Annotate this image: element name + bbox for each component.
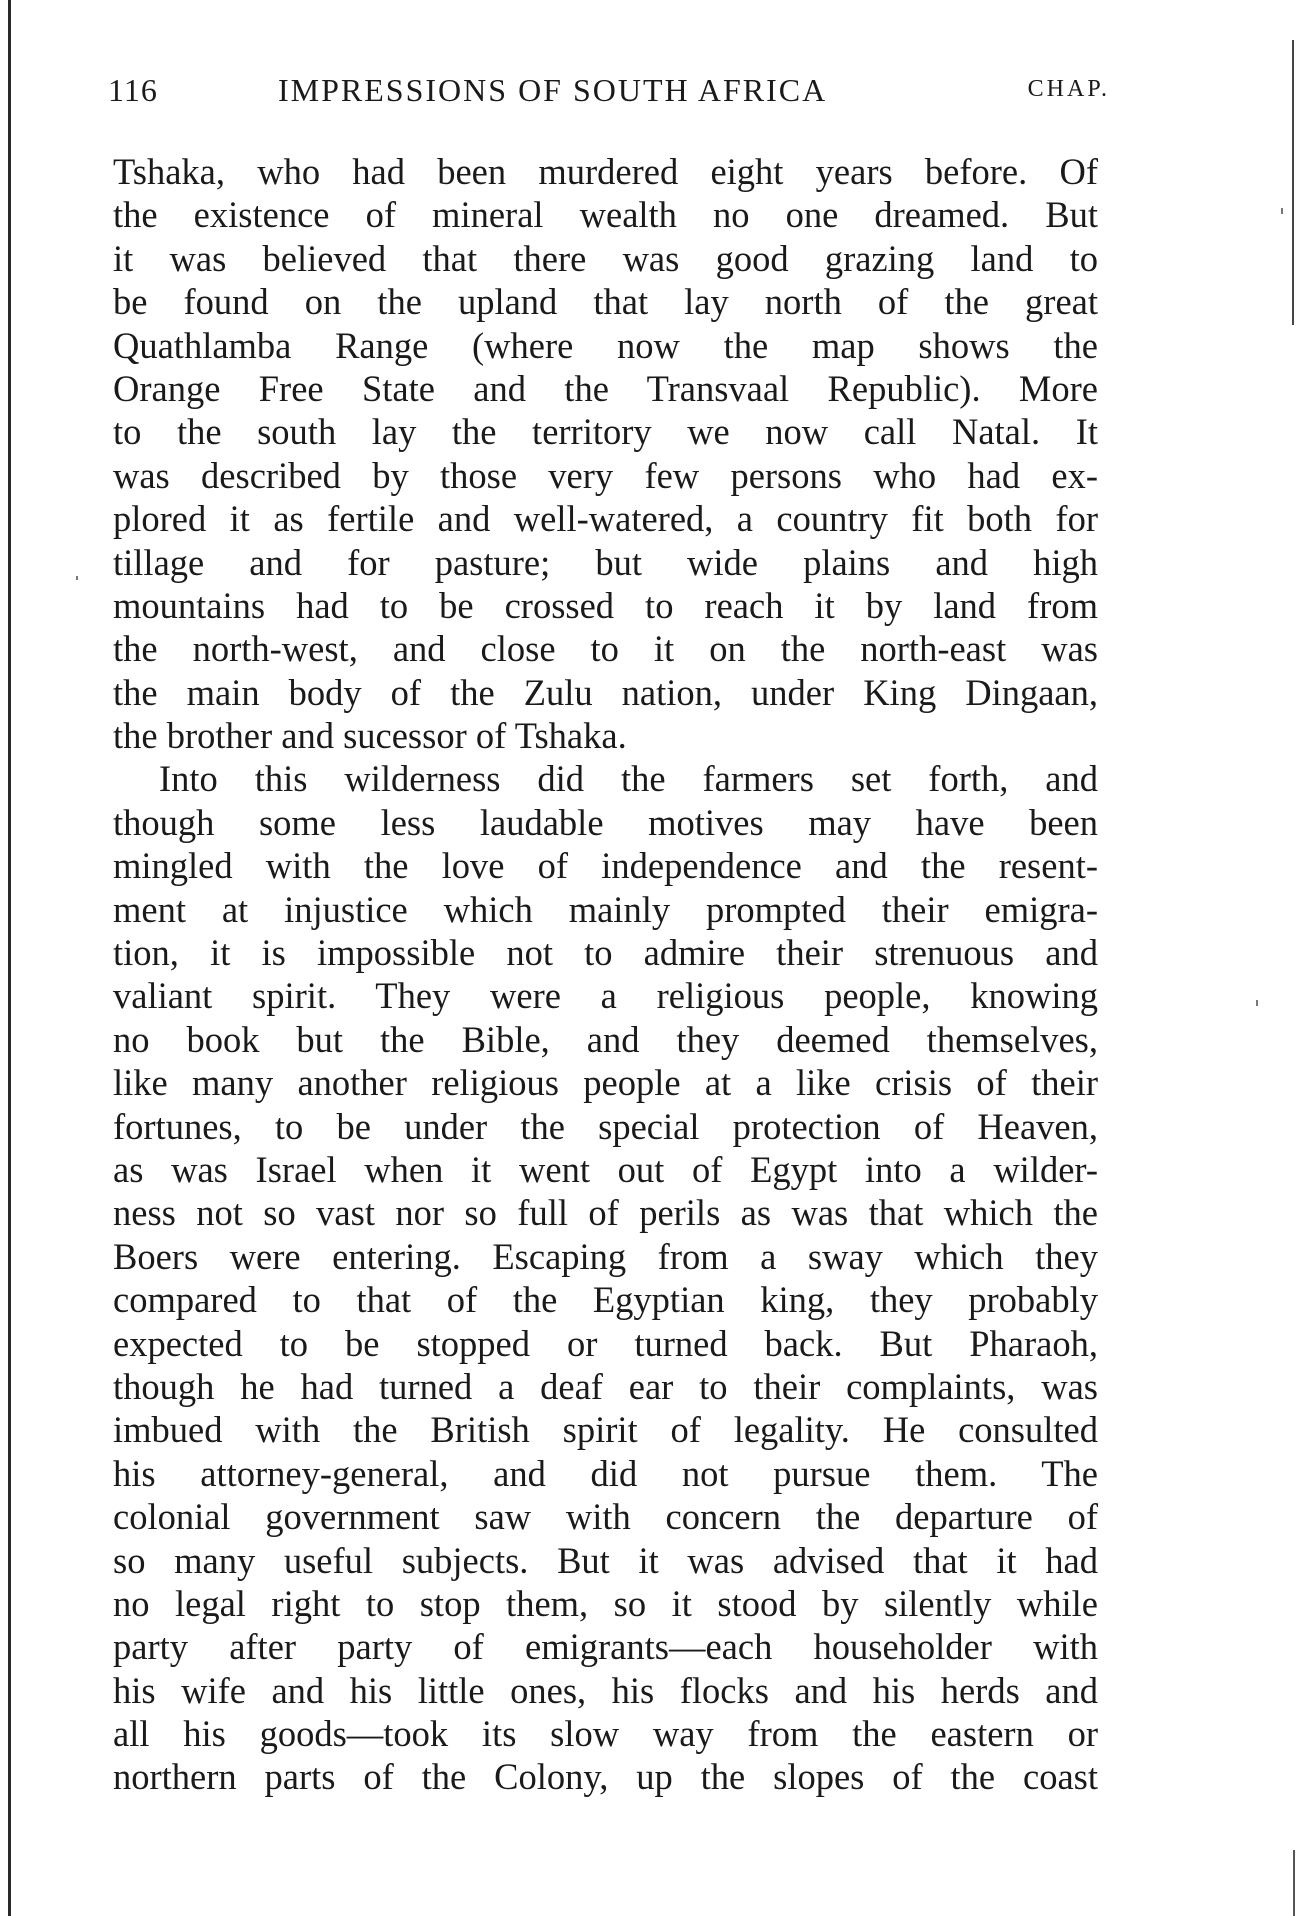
- scan-speck: [1256, 1000, 1258, 1006]
- text-line: so many useful subjects. But it was advised that it had: [113, 1539, 1098, 1581]
- text-line: his wife and his little ones, his flocks and his herds and: [113, 1669, 1098, 1711]
- binding-edge: [8, 0, 11, 1916]
- text-line: party after party of emigrants—each householder with: [113, 1626, 1098, 1668]
- text-line: Into this wilderness did the farmers set forth, and: [159, 758, 1098, 800]
- scan-speck: [76, 576, 78, 580]
- text-line: the north-west, and close to it on the north-east was: [113, 628, 1098, 670]
- text-line: to the south lay the territory we now call Natal. It: [113, 411, 1098, 453]
- text-line: was described by those very few persons who had ex-: [113, 454, 1098, 496]
- scan-speck: [1281, 208, 1283, 214]
- text-line: as was Israel when it went out of Egypt into a wilder-: [113, 1148, 1098, 1190]
- page-edge-mark: [1292, 40, 1294, 325]
- text-line: Quathlamba Range (where now the map shows the: [113, 324, 1098, 366]
- text-line: the existence of mineral wealth no one dreamed. But: [113, 194, 1098, 236]
- text-line: Tshaka, who had been murdered eight years before. Of: [113, 151, 1098, 192]
- text-line: though some less laudable motives may have been: [113, 801, 1098, 843]
- text-line: the brother and sucessor of Tshaka.: [113, 715, 627, 757]
- text-line: though he had turned a deaf ear to their complaints, was: [113, 1365, 1098, 1407]
- body-text: [113, 150, 1098, 1799]
- text-line: no legal right to stop them, so it stood by silently while: [113, 1582, 1098, 1624]
- running-header: [108, 72, 1110, 112]
- text-line: ness not so vast nor so full of perils as was that which the: [113, 1192, 1098, 1234]
- text-line: compared to that of the Egyptian king, they probably: [113, 1279, 1098, 1321]
- text-line: like many another religious people at a like crisis of their: [113, 1062, 1098, 1104]
- text-line: be found on the upland that lay north of the great: [113, 281, 1098, 323]
- page-edge-mark: [1293, 1850, 1295, 1916]
- paragraph: [113, 757, 1098, 1798]
- paragraph: [113, 150, 1098, 757]
- text-line: Boers were entering. Escaping from a sway which they: [113, 1235, 1098, 1277]
- text-line: all his goods—took its slow way from the eastern or: [113, 1713, 1098, 1755]
- text-line: tillage and for pasture; but wide plains and high: [113, 541, 1098, 583]
- text-line: mingled with the love of independence and the resent-: [113, 845, 1098, 887]
- text-line: valiant spirit. They were a religious people, knowing: [113, 975, 1098, 1017]
- running-title: IMPRESSIONS OF SOUTH AFRICA: [278, 72, 828, 108]
- text-line: northern parts of the Colony, up the slopes of the coast: [113, 1756, 1098, 1798]
- text-line: no book but the Bible, and they deemed themselves,: [113, 1018, 1098, 1060]
- text-line: Orange Free State and the Transvaal Republic). More: [113, 367, 1098, 409]
- text-line: mountains had to be crossed to reach it by land from: [113, 584, 1098, 626]
- text-line: colonial government saw with concern the departure of: [113, 1496, 1098, 1538]
- text-line: it was believed that there was good grazing land to: [113, 237, 1098, 279]
- text-line: ment at injustice which mainly prompted their emigra-: [113, 888, 1098, 930]
- text-line: tion, it is impossible not to admire their strenuous and: [113, 932, 1098, 974]
- text-line: expected to be stopped or turned back. But Pharaoh,: [113, 1322, 1098, 1364]
- text-line: fortunes, to be under the special protection of Heaven,: [113, 1105, 1098, 1147]
- page-number: 116: [108, 72, 158, 108]
- text-line: the main body of the Zulu nation, under King Dingaan,: [113, 671, 1098, 713]
- text-line: plored it as fertile and well-watered, a country fit both for: [113, 498, 1098, 540]
- text-line: his attorney-general, and did not pursue them. The: [113, 1452, 1098, 1494]
- text-line: imbued with the British spirit of legality. He consulted: [113, 1409, 1098, 1451]
- chapter-label: CHAP.: [1027, 76, 1110, 102]
